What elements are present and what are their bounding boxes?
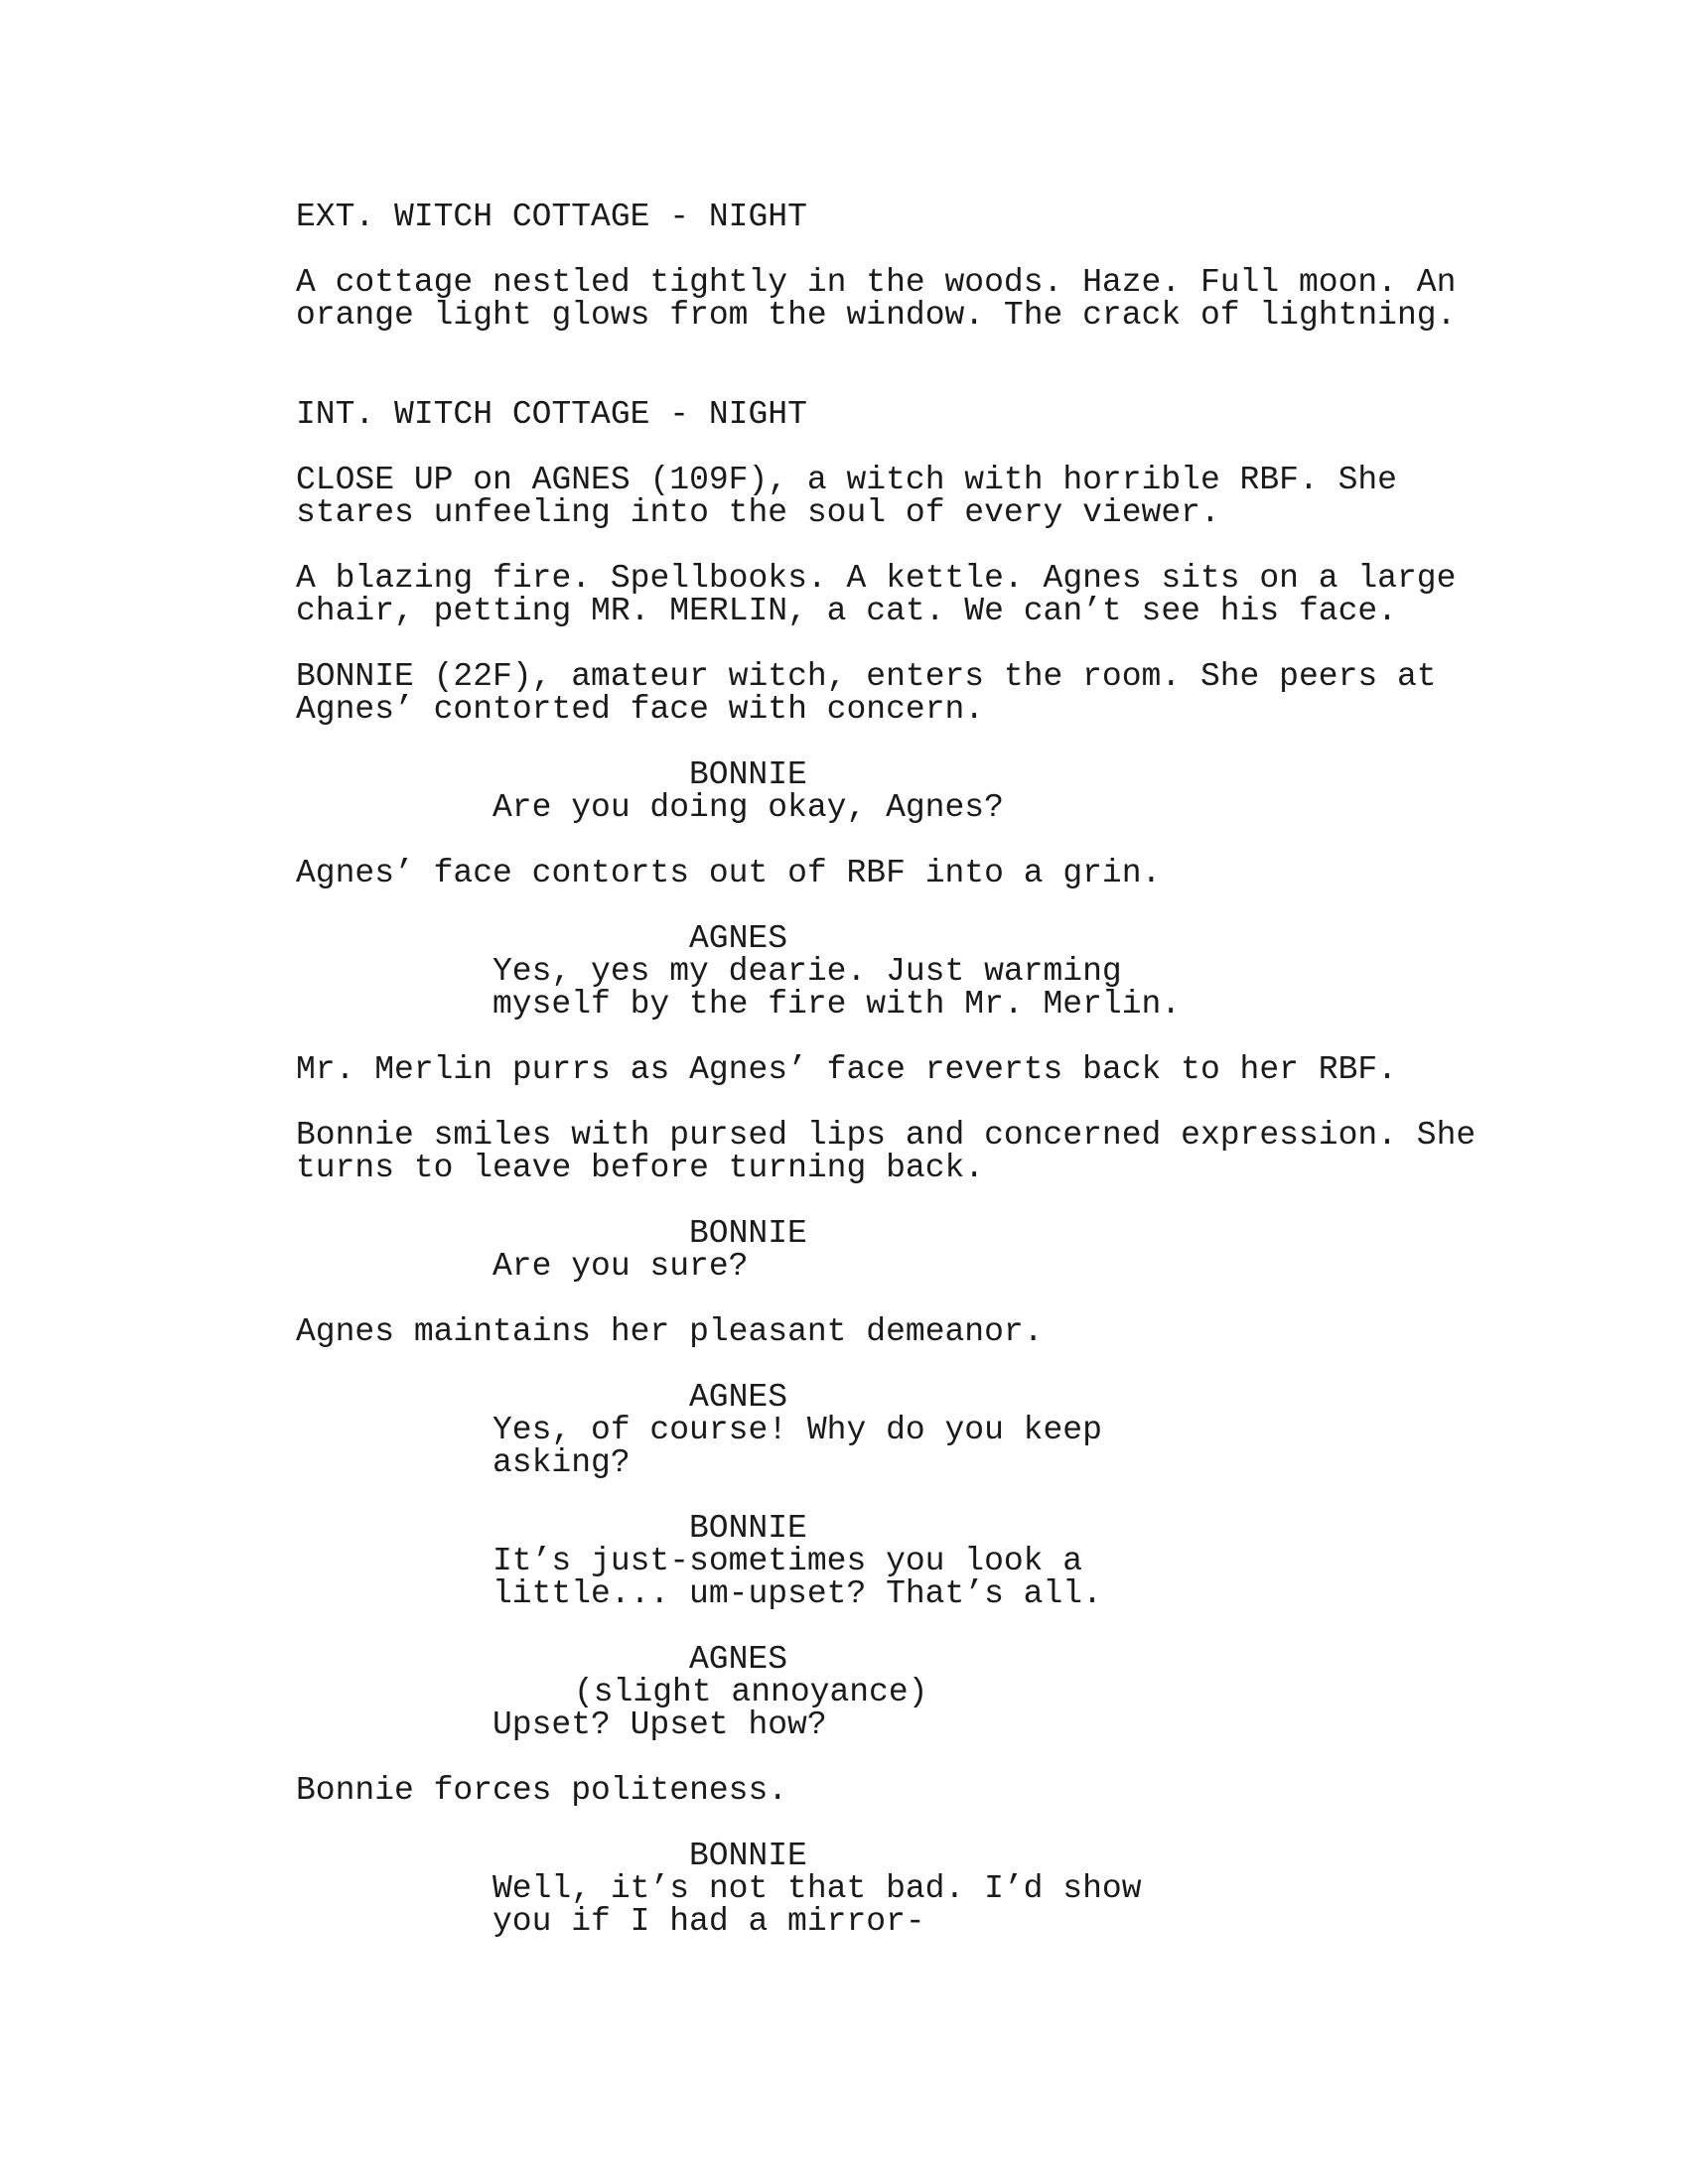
dialogue-line: little... um-upset? That’s all. [492, 1575, 1102, 1612]
action-line: stares unfeeling into the soul of every viewer. [296, 494, 1220, 531]
dialogue-line: Are you doing okay, Agnes? [492, 789, 1004, 826]
action-line: Bonnie smiles with pursed lips and concerned expression. She [296, 1117, 1477, 1154]
action-line: turns to leave before turning back. [296, 1150, 985, 1186]
action-line: CLOSE UP on AGNES (109F), a witch with horrible RBF. She [296, 462, 1397, 498]
dialogue-line: Yes, yes my dearie. Just warming [492, 953, 1122, 990]
action-line: orange light glows from the window. The crack of lightning. [296, 297, 1457, 334]
dialogue-line: asking? [492, 1444, 631, 1481]
dialogue-line: Upset? Upset how? [492, 1706, 827, 1743]
scene-heading-int: INT. WITCH COTTAGE - NIGHT [296, 396, 807, 433]
character-cue-agnes: AGNES [689, 920, 788, 957]
dialogue-line: myself by the fire with Mr. Merlin. [492, 986, 1182, 1023]
dialogue-line: Are you sure? [492, 1248, 749, 1285]
dialogue-line: Yes, of course! Why do you keep [492, 1412, 1102, 1448]
dialogue-line: you if I had a mirror- [492, 1903, 925, 1940]
character-cue-bonnie: BONNIE [689, 1838, 807, 1874]
scene-heading-ext: EXT. WITCH COTTAGE - NIGHT [296, 199, 807, 235]
action-line: Agnes’ contorted face with concern. [296, 691, 985, 728]
character-cue-agnes: AGNES [689, 1379, 788, 1416]
parenthetical: (slight annoyance) [574, 1674, 928, 1710]
dialogue-line: It’s just-sometimes you look a [492, 1543, 1083, 1579]
action-line: Agnes maintains her pleasant demeanor. [296, 1313, 1044, 1350]
action-line: A cottage nestled tightly in the woods. Haze. Full moon. An [296, 264, 1457, 301]
action-line: chair, petting MR. MERLIN, a cat. We can’t see his face. [296, 593, 1397, 629]
character-cue-bonnie: BONNIE [689, 1215, 807, 1252]
character-cue-agnes: AGNES [689, 1641, 788, 1678]
character-cue-bonnie: BONNIE [689, 756, 807, 793]
action-line: Bonnie forces politeness. [296, 1772, 788, 1809]
action-line: A blazing fire. Spellbooks. A kettle. Agnes sits on a large [296, 560, 1457, 597]
action-line: BONNIE (22F), amateur witch, enters the room. She peers at [296, 658, 1437, 695]
action-line: Mr. Merlin purrs as Agnes’ face reverts back to her RBF. [296, 1051, 1397, 1088]
action-line: Agnes’ face contorts out of RBF into a grin. [296, 855, 1162, 891]
character-cue-bonnie: BONNIE [689, 1510, 807, 1547]
dialogue-line: Well, it’s not that bad. I’d show [492, 1870, 1142, 1907]
